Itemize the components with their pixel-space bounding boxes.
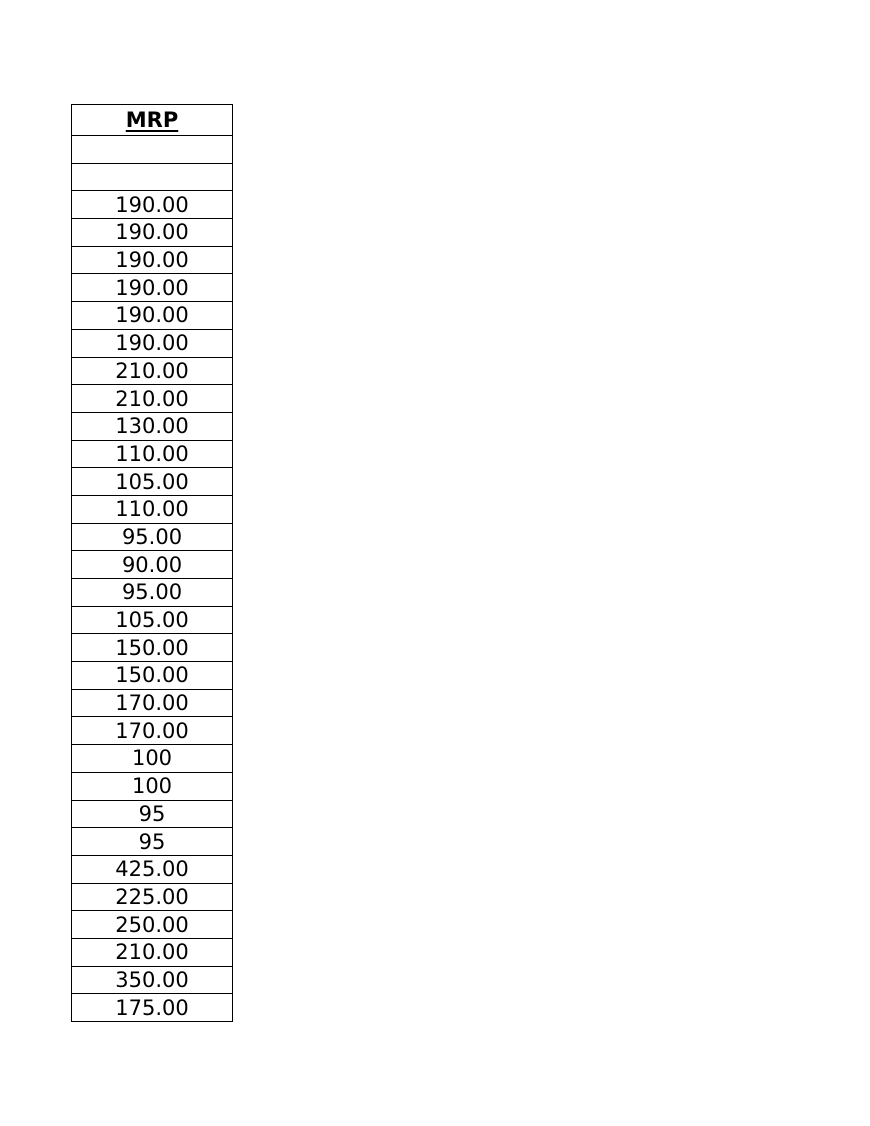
table-row xyxy=(72,468,233,496)
mrp-table xyxy=(71,104,233,1022)
table-row xyxy=(72,634,233,662)
table-row xyxy=(72,966,233,994)
mrp-cell: 210.00 xyxy=(72,357,233,385)
table-row xyxy=(72,385,233,413)
table-row xyxy=(72,606,233,634)
table-row xyxy=(72,717,233,745)
mrp-cell: 110.00 xyxy=(72,440,233,468)
table-row xyxy=(72,136,233,164)
table-row xyxy=(72,994,233,1022)
table-row xyxy=(72,440,233,468)
table-row xyxy=(72,938,233,966)
table-row xyxy=(72,911,233,939)
table-row xyxy=(72,662,233,690)
mrp-cell: 190.00 xyxy=(72,329,233,357)
mrp-cell: 350.00 xyxy=(72,966,233,994)
table-row xyxy=(72,495,233,523)
table-row xyxy=(72,745,233,773)
mrp-cell xyxy=(72,163,233,191)
mrp-cell: 100 xyxy=(72,772,233,800)
table-body xyxy=(72,136,233,1022)
table-row xyxy=(72,523,233,551)
table-row xyxy=(72,329,233,357)
table-row xyxy=(72,551,233,579)
mrp-column-header xyxy=(72,105,233,136)
table-header xyxy=(72,105,233,136)
table-row xyxy=(72,412,233,440)
table-row xyxy=(72,163,233,191)
mrp-cell: 210.00 xyxy=(72,938,233,966)
table-row xyxy=(72,883,233,911)
mrp-cell: 150.00 xyxy=(72,662,233,690)
mrp-cell: 190.00 xyxy=(72,274,233,302)
mrp-cell: 105.00 xyxy=(72,468,233,496)
table-row xyxy=(72,219,233,247)
mrp-cell: 190.00 xyxy=(72,191,233,219)
mrp-cell: 90.00 xyxy=(72,551,233,579)
spreadsheet-page xyxy=(71,104,233,1022)
table-row xyxy=(72,246,233,274)
mrp-cell: 425.00 xyxy=(72,855,233,883)
mrp-cell: 250.00 xyxy=(72,911,233,939)
mrp-cell: 95.00 xyxy=(72,523,233,551)
mrp-cell: 150.00 xyxy=(72,634,233,662)
mrp-cell: 210.00 xyxy=(72,385,233,413)
mrp-cell: 175.00 xyxy=(72,994,233,1022)
table-row xyxy=(72,579,233,607)
mrp-cell: 170.00 xyxy=(72,717,233,745)
table-row xyxy=(72,772,233,800)
table-row xyxy=(72,191,233,219)
mrp-cell: 95.00 xyxy=(72,579,233,607)
table-row xyxy=(72,274,233,302)
mrp-cell: 105.00 xyxy=(72,606,233,634)
mrp-cell: 190.00 xyxy=(72,219,233,247)
mrp-cell: 100 xyxy=(72,745,233,773)
mrp-cell: 130.00 xyxy=(72,412,233,440)
mrp-cell: 225.00 xyxy=(72,883,233,911)
table-row xyxy=(72,800,233,828)
mrp-cell: 95 xyxy=(72,828,233,856)
mrp-cell: 95 xyxy=(72,800,233,828)
table-row xyxy=(72,855,233,883)
mrp-cell: 190.00 xyxy=(72,302,233,330)
table-row xyxy=(72,357,233,385)
mrp-cell: 190.00 xyxy=(72,246,233,274)
mrp-cell: 110.00 xyxy=(72,495,233,523)
header-row xyxy=(72,105,233,136)
mrp-header-label: MRP xyxy=(125,108,179,132)
table-row xyxy=(72,689,233,717)
mrp-cell xyxy=(72,136,233,164)
mrp-cell: 170.00 xyxy=(72,689,233,717)
table-row xyxy=(72,828,233,856)
table-row xyxy=(72,302,233,330)
